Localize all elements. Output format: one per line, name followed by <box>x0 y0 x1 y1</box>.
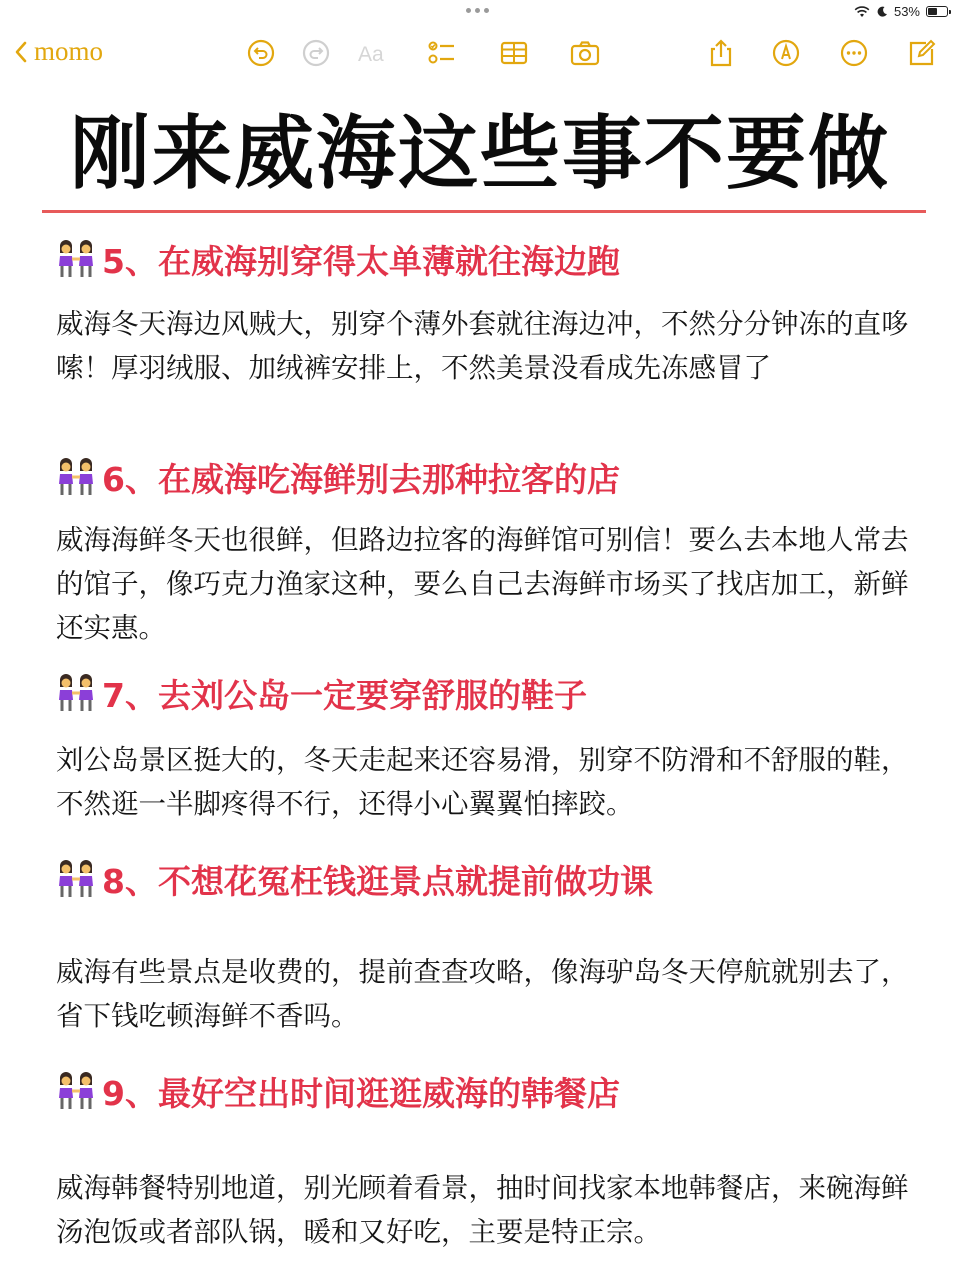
two-women-icon <box>54 1072 100 1112</box>
section-heading-7[interactable] <box>54 670 587 717</box>
two-women-icon <box>54 458 100 498</box>
checklist-icon[interactable] <box>427 38 457 68</box>
back-label: momo <box>34 36 104 66</box>
section-body-8[interactable]: 威海有些景点是收费的，提前查查攻略，像海驴岛冬天停航就别去了，省下钱吃顿海鲜不香吗。 <box>56 956 909 1032</box>
section-body-5[interactable]: 威海冬天海边风贼大，别穿个薄外套就往海边冲，不然分分钟冻的直哆嗦！厚羽绒服、加绒裤安排上，不然美景没看成先冻感冒了 <box>56 308 909 384</box>
moon-icon <box>876 6 888 18</box>
back-button[interactable] <box>14 36 103 67</box>
status-bar <box>0 0 960 26</box>
status-right <box>854 4 948 19</box>
battery-percent: 53% <box>893 4 920 19</box>
table-icon[interactable] <box>499 38 529 68</box>
two-women-icon <box>54 674 100 714</box>
section-heading-text: 6、在威海吃海鲜别去那种拉客的店 <box>102 460 620 499</box>
section-body-7[interactable]: 刘公岛景区挺大的，冬天走起来还容易滑，别穿不防滑和不舒服的鞋，不然逛一半脚疼得不行，还得小心翼翼怕摔跤。 <box>56 744 909 820</box>
section-heading-text: 9、最好空出时间逛逛威海的韩餐店 <box>102 1074 620 1113</box>
section-heading-6[interactable] <box>54 454 620 501</box>
multitasking-dots[interactable] <box>466 8 489 13</box>
battery-level <box>928 8 937 15</box>
chevron-left-icon <box>14 40 28 64</box>
section-heading-5[interactable] <box>54 236 620 283</box>
section-heading-text: 8、不想花冤枉钱逛景点就提前做功课 <box>102 862 653 901</box>
redo-icon[interactable] <box>301 38 331 68</box>
section-heading-text: 7、去刘公岛一定要穿舒服的鞋子 <box>102 676 587 715</box>
section-heading-8[interactable] <box>54 856 653 903</box>
markup-icon[interactable] <box>771 38 801 68</box>
text-format-icon[interactable] <box>356 38 386 68</box>
section-body-6[interactable]: 威海海鲜冬天也很鲜，但路边拉客的海鲜馆可别信！要么去本地人常去的馆子，像巧克力渔家这种，要么自己去海鲜市场买了找店加工，新鲜还实惠。 <box>56 524 909 644</box>
svg-text:Aa: Aa <box>358 43 384 66</box>
more-icon[interactable] <box>839 38 869 68</box>
section-heading-9[interactable] <box>54 1068 620 1115</box>
two-women-icon <box>54 860 100 900</box>
share-icon[interactable] <box>706 38 736 68</box>
section-body-9[interactable]: 威海韩餐特别地道，别光顾着看景，抽时间找家本地韩餐店，来碗海鲜汤泡饭或者部队锅，暖和又好吃，主要是特正宗。 <box>56 1172 909 1248</box>
note-title[interactable]: 刚来威海这些事不要做 <box>70 107 890 200</box>
two-women-icon <box>54 240 100 280</box>
undo-icon[interactable] <box>246 38 276 68</box>
notes-toolbar <box>0 30 960 78</box>
title-divider <box>42 210 926 213</box>
section-heading-text: 5、在威海别穿得太单薄就往海边跑 <box>102 242 620 281</box>
camera-icon[interactable] <box>570 38 600 68</box>
wifi-icon <box>854 6 870 18</box>
battery-icon <box>926 6 948 17</box>
compose-icon[interactable] <box>906 38 936 68</box>
